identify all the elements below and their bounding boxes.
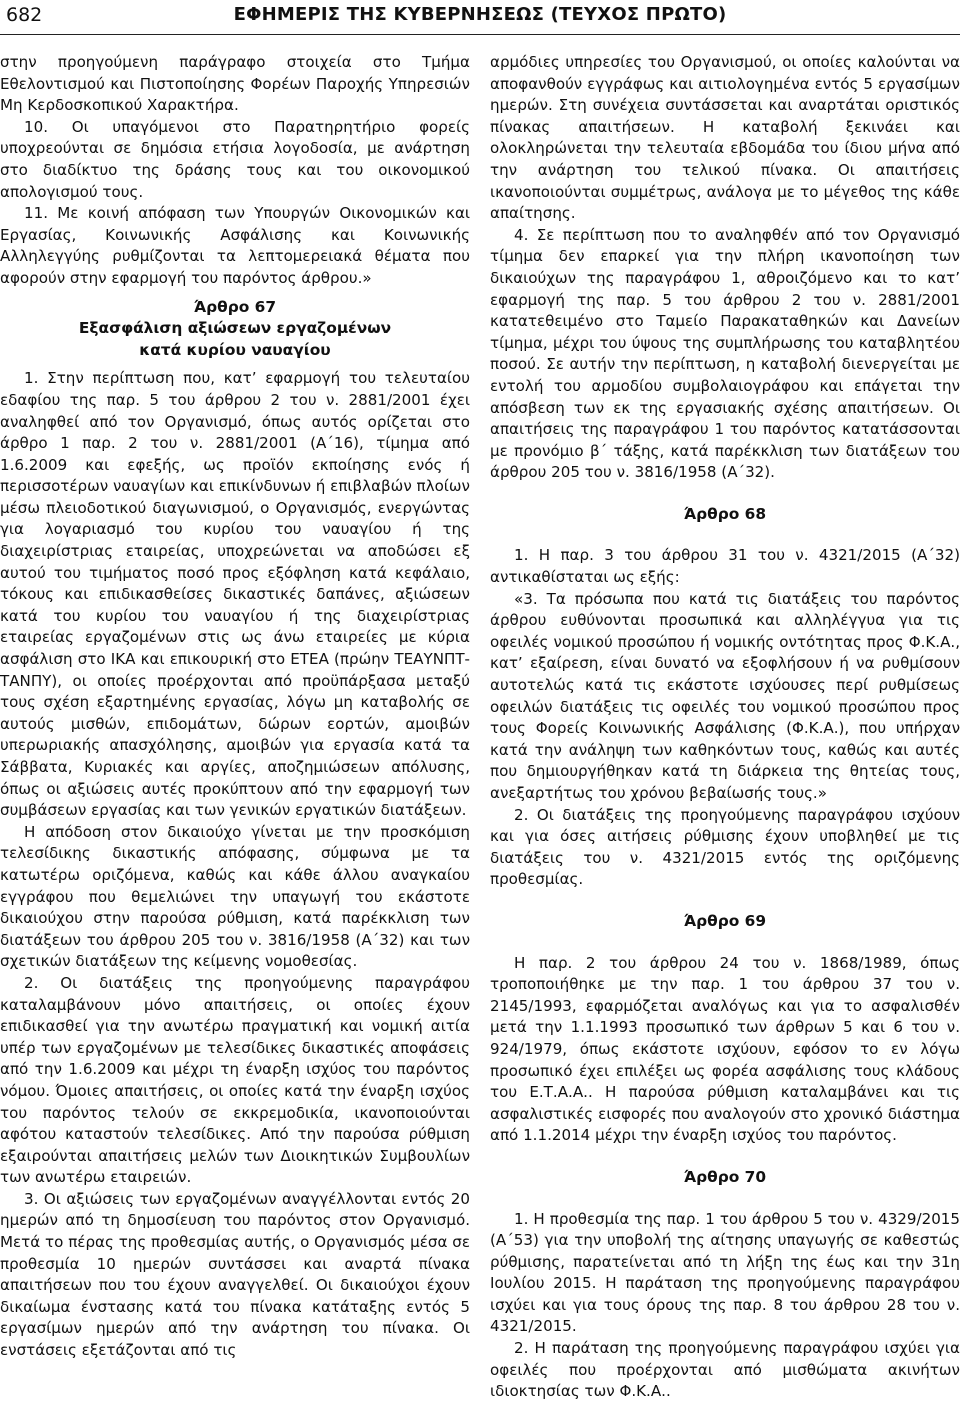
paragraph: 10. Οι υπαγόμενοι στο Παρατηρητήριο φορείς υποχρεούνται σε δημόσια ετήσια λογοδοσία, με ανάρτηση στο διαδίκτυο της δράσης τους και του οικονομικού απολογισμού τους. — [0, 117, 470, 201]
paragraph: 11. Με κοινή απόφαση των Υπουργών Οικονομικών και Εργασίας, Κοινωνικής Ασφάλισης και Κοινωνικής Αλληλεγγύης ρυθμίζονται τα λεπτομερειακά θέματα που αφορούν στην εφαρμογή του παρόντος άρθρου.» — [0, 204, 470, 287]
paragraph: αρμόδιες υπηρεσίες του Οργανισμού, οι οποίες καλούνται να αποφανθούν εγγράφως και αιτιολογημένα εντός 5 εργασίμων ημερών. Στη συνέχεια συντάσσεται και αναρτάται οριστικός πίνακας απαιτήσεων. Η καταβολή ξεκινάει και ολοκληρώνεται την τελευταία εβδομάδα του ίδιου μήνα από την ανάρτηση του τελικού πίνακα. Οι απαιτήσεις ικανοποιούνται συμμέτρως, ανάλογα με το μέγεθος της κάθε απαίτησης. — [490, 53, 960, 223]
article-67-title: Άρθρο 67 — [193, 297, 277, 316]
paragraph: 3. Οι αξιώσεις των εργαζομένων αναγγέλλονται εντός 20 ημερών από τη δημοσίευση του παρόντος στον Οργανισμό. Μετά το πέρας της προθεσμίας αυτής, ο Οργανισμός μέσα σε προθεσμία 10 ημερών συντάσσει και αναρτά πίνακα απαιτήσεων που του έχουν αναγγελθεί. Οι δικαιούχοι έχουν δικαίωμα ένστασης κατά του πίνακα κατάταξης εντός 5 εργασίμων ημερών από την ανάρτηση του πίνακα. Οι ενστάσεις εξετάζονται από τις — [0, 1189, 470, 1360]
paragraph: Η παρ. 2 του άρθρου 24 του ν. 1868/1989, όπως τροποποιήθηκε με την παρ. 1 του άρθρου 37 του ν. 2145/1993, εφαρμόζεται αναλόγως και για το ασφαλισθέν μετά την 1.1.1993 προσωπικό των άρθρων 5 και 6 του ν. 924/1979, όπως εκάστοτε ισχύουν, εφόσον το εν λόγω προσωπικό έχει επιλέξει ως φορέα ασφάλισης τους κλάδους του Ε.Τ.Α.Α.. Η παρούσα ρύθμιση καταλαμβάνει και τις ασφαλιστικές εισφορές που αναλογούν στο χρονικό διάστημα από 1.1.2014 μέχρι την έναρξη ισχύος του παρόντος. — [490, 953, 960, 1145]
paragraph: 1. Στην περίπτωση που, κατ’ εφαρμογή του τελευταίου εδαφίου της παρ. 5 του άρθρου 2 του ν. 2881/2001 έχει αναληφθεί από τον Οργανισμό, όπως αυτός ορίζεται στο άρθρο 1 παρ. 2 του ν. 2881/2001 (Α΄16), τίμημα από 1.6.2009 και εφεξής, ως προϊόν εκποίησης ενός ή περισσοτέρων ναυαγίων και επικίνδυνων ή επιβλαβών πλοίων μέσω πλειοδοτικού διαγωνισμού, ο Οργανισμός, ενεργώντας για λογαριασμό του κυρίου του ναυαγίου ή της διαχειρίστριας εταιρείας, υποχρεώνεται να αποδώσει εξ αυτού του τιμήματος ποσό προς εξόφληση κατά κεφάλαιο, τόκους και επιδικασθείσες δικαστικές δαπάνες, αξιώσεων κατά του κυρίου του ναυαγίου ή της διαχειρίστριας εταιρείας εργαζομένων στις ως άνω εταιρείες με κύρια ασφάλιση στο ΙΚΑ και επικουρική στο ΕΤΕΑ (πρώην ΤΕΑΥΝΠΤ-ΤΑΝΠΥ), οι οποίες προέρχονται από προϋπάρξασα μεταξύ τους σχέση εξαρτημένης εργασίας, λόγω μη καταβολής σε αυτούς μισθών, επιδομάτων, δώρων εορτών, αμοιβών υπερωριακής απασχόλησης, αμοιβών για εργασία κατά τα Σάββατα, Κυριακές και αργίες, αποζημιώσεων απόλυσης, όπως οι αξιώσεις αυτές προκύπτουν από την εφαρμογή των συμβάσεων εργασίας και των γενικών εργατικών διατάξεων. — [0, 369, 470, 820]
paragraph: Η απόδοση στον δικαιούχο γίνεται με την προσκόμιση τελεσίδικης δικαστικής απόφασης, σύμφωνα με τα κατωτέρω οριζόμενα, καθώς και κάθε άλλου αναγκαίου εγγράφου που θεμελιώνει την υπαγωγή του εκάστοτε δικαιούχου στην παρούσα ρύθμιση, κατά παρέκκλιση των διατάξεων του άρθρου 205 του ν. 3816/1958 (Α΄32) και των σχετικών διατάξεων της κείμενης νομοθεσίας. — [0, 822, 470, 971]
article-69-title: Άρθρο 69 — [683, 911, 767, 930]
left-column — [0, 52, 470, 1362]
page-number: 682 — [6, 4, 43, 26]
paragraph: 4. Σε περίπτωση που το αναληφθέν από τον Οργανισμό τίμημα δεν επαρκεί για την πλήρη ικανοποίηση των δικαιούχων της παραγράφου 1, αθροιζόμενο και το κατ’ εφαρμογή της παρ. 5 του άρθρου 2 του ν. 2881/2001 κατατεθειμένο στο Ταμείο Παρακαταθηκών και Δανείων τίμημα, μέχρι του ύψους της συμπλήρωσης του καταβλητέου ποσού. Σε αυτήν την περίπτωση, η καταβολή διενεργείται με εντολή του αρμοδίου συμβολαιογράφου και επάγεται την απόσβεση των εκ της εργασιακής σχέσης απαιτήσεων. Οι απαιτήσεις της παραγράφου 1 του παρόντος κατατάσσονται με προνόμιο β΄ τάξης, κατά παρέκκλιση των διατάξεων του άρθρου 205 του ν. 3816/1958 (Α΄32). — [490, 225, 960, 482]
article-67-heading — [0, 297, 470, 362]
paragraph: 2. Η παράταση της προηγούμενης παραγράφου ισχύει για οφειλές που προέρχονται από μισθώματα ακινήτων ιδιοκτησίας των Φ.Κ.Α.. — [490, 1339, 960, 1401]
paragraph: 2. Οι διατάξεις της προηγούμενης παραγράφου ισχύουν και για όσες αιτήσεις ρύθμισης έχουν υποβληθεί με τις διατάξεις του ν. 4321/2015 εντός της οριζόμενης προθεσμίας. — [490, 805, 960, 889]
paragraph: 1. Η παρ. 3 του άρθρου 31 του ν. 4321/2015 (Α΄32) αντικαθίσταται ως εξής: — [490, 546, 960, 587]
page-header — [0, 0, 960, 40]
paragraph: 2. Οι διατάξεις της προηγούμενης παραγράφου καταλαμβάνουν μόνο απαιτήσεις, οι οποίες έχουν επιδικασθεί για την ανωτέρω πραγματική και νομική αιτία υπέρ των εργαζομένων με τελεσίδικες δικαστικές αποφάσεις από την 1.6.2009 και μέχρι τη έναρξη ισχύος του παρόντος νόμου. Όμοιες απαιτήσεις, οι οποίες κατά την έναρξη ισχύος του παρόντος τελούν σε εκκρεμοδικία, ικανοποιούνται αφότου καταστούν τελεσίδικες. Από την παρούσα ρύθμιση εξαιρούνται απαιτήσεις μελών των Διοικητικών Συμβουλίων των ανωτέρω εταιρειών. — [0, 973, 470, 1187]
article-68-title: Άρθρο 68 — [683, 504, 767, 523]
paragraph: στην προηγούμενη παράγραφο στοιχεία στο Τμήμα Εθελοντισμού και Πιστοποίησης Φορέων Παροχής Υπηρεσιών Μη Κερδοσκοπικού Χαρακτήρα. — [0, 53, 470, 115]
header-rule — [0, 34, 960, 35]
paragraph: «3. Τα πρόσωπα που κατά τις διατάξεις του παρόντος άρθρου ευθύνονται προσωπικά και αλληλέγγυα για τις οφειλές νομικού προσώπου ή νομικής οντότητας προς Φ.Κ.Α., κατ’ εξαίρεση, είναι δυνατό να εξοφλήσουν ή να ρυθμίσουν αυτοτελώς κατά τις εκάστοτε ισχύουσες περί ρυθμίσεως οφειλών διατάξεις τις οφειλές του νομικού προσώπου προς τους Φορείς Κοινωνικής Ασφάλισης (Φ.Κ.Α.), που υπήρχαν κατά την ανάληψη των καθηκόντων τους, καθώς και αυτές που δημιουργήθηκαν κατά τη διάρκεια της θητείας τους, ανεξαρτήτως του χρόνου βεβαίωσής τους.» — [490, 589, 960, 802]
article-67-subtitle-2: κατά κυρίου ναυαγίου — [139, 340, 331, 359]
paragraph: 1. Η προθεσμία της παρ. 1 του άρθρου 5 του ν. 4329/2015 (Α΄53) για την υποβολή της αίτησης υπαγωγής σε καθεστώς ρύθμισης, παρατείνεται από τη λήξη της έως και την 31η Ιουλίου 2015. Η παράταση της προηγούμενης παραγράφου ισχύει και για τους όρους της παρ. 8 του άρθρου 28 του ν. 4321/2015. — [490, 1209, 960, 1336]
article-70-title: Άρθρο 70 — [683, 1167, 767, 1186]
article-67-subtitle-1: Εξασφάλιση αξιώσεων εργαζομένων — [78, 319, 392, 338]
right-column — [490, 52, 960, 1403]
running-title: ΕΦΗΜΕΡΙΣ ΤΗΣ ΚΥΒΕΡΝΗΣΕΩΣ (ΤΕΥΧΟΣ ΠΡΩΤΟ) — [233, 4, 727, 25]
